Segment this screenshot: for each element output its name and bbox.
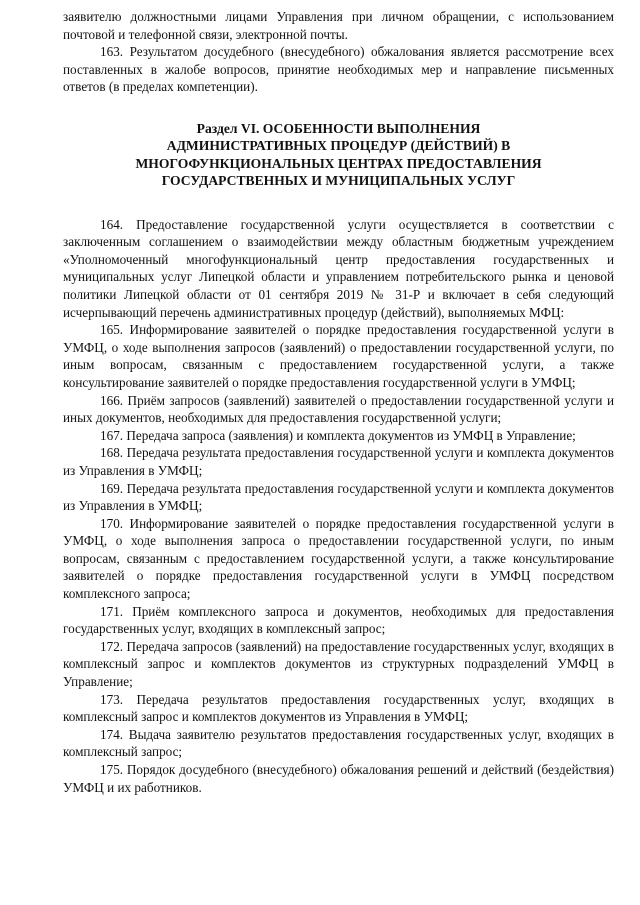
section-heading bbox=[63, 120, 614, 190]
paragraph-167: 167. Передача запроса (заявления) и комплекта документов из УМФЦ в Управление; bbox=[100, 427, 576, 443]
paragraph-continuation: заявителю должностными лицами Управления при личном обращении, с использованием почтовой и телефонной связи, электронной почты. bbox=[63, 9, 614, 42]
paragraph-170: 170. Информирование заявителей о порядке предоставления государственной услуги в УМФЦ, о ходе выполнения запроса о предоставлении государственной услуги, по иным вопросам, связанным с предоставлением государственной услуги, а также консультирование заявителей о порядке предоставления государственной услуги в УМФЦ посредством комплексного запроса; bbox=[63, 515, 614, 602]
section-heading-line: ГОСУДАРСТВЕННЫХ И МУНИЦИПАЛЬНЫХ УСЛУГ bbox=[161, 173, 516, 189]
paragraph-169: 169. Передача результата предоставления государственной услуги и комплекта документов из Управления в УМФЦ; bbox=[63, 480, 614, 514]
section-heading-line: МНОГОФУНКЦИОНАЛЬНЫХ ЦЕНТРАХ ПРЕДОСТАВЛЕНИЯ bbox=[135, 155, 542, 171]
paragraph-172: 172. Передача запросов (заявлений) на предоставление государственных услуг, входящих в комплексный запрос и комплектов документов из структурных подразделений УМФЦ в Управление; bbox=[63, 638, 614, 690]
paragraph-174: 174. Выдача заявителю результатов предоставления государственных услуг, входящих в комплексный запрос; bbox=[63, 726, 614, 760]
paragraph-175: 175. Порядок досудебного (внесудебного) обжалования решений и действий (бездействия) УМФЦ и их работников. bbox=[63, 762, 614, 795]
paragraph-171: 171. Приём комплексного запроса и документов, необходимых для предоставления государственных услуг, входящих в комплексный запрос; bbox=[63, 603, 614, 637]
paragraph-164: 164. Предоставление государственной услуги осуществляется в соответствии с заключенным соглашением о взаимодействии между областным бюджетным учреждением «Уполномоченный многофункциональный центр предоставления государственных и муниципальных услуг Липецкой области и управлением потребительского рынка и ценовой политики Липецкой области от 01 сентября 2019 № 31-Р и включает в себя следующий исчерпывающий перечень административных процедур (действий), выполняемых МФЦ: bbox=[63, 216, 614, 320]
paragraph-165: 165. Информирование заявителей о порядке предоставления государственной услуги в УМФЦ, о ходе выполнения запросов (заявлений) о предоставлении государственной услуги, по иным вопросам, связанным с предоставлением государственной услуги, а также консультирование заявителей о порядке предоставления государственной услуги в УМФЦ; bbox=[63, 322, 614, 390]
paragraph-163: 163. Результатом досудебного (внесудебного) обжалования является рассмотрение всех поставленных в жалобе вопросов, принятие необходимых мер и направление письменных ответов (в пределах компетенции). bbox=[63, 44, 614, 95]
section-heading-line: Раздел VI. ОСОБЕННОСТИ ВЫПОЛНЕНИЯ bbox=[196, 120, 481, 136]
paragraph-168: 168. Передача результата предоставления государственной услуги и комплекта документов из Управления в УМФЦ; bbox=[63, 445, 614, 478]
paragraph-166: 166. Приём запросов (заявлений) заявителей о предоставлении государственной услуги и иных документов, необходимых для предоставления государственной услуги; bbox=[63, 392, 614, 426]
document-page bbox=[63, 8, 614, 796]
paragraph-173: 173. Передача результатов предоставления государственных услуг, входящих в комплексный запрос и комплектов документов из Управления в УМФЦ; bbox=[63, 691, 614, 725]
section-heading-line: АДМИНИСТРАТИВНЫХ ПРОЦЕДУР (ДЕЙСТВИЙ) В bbox=[166, 138, 511, 154]
